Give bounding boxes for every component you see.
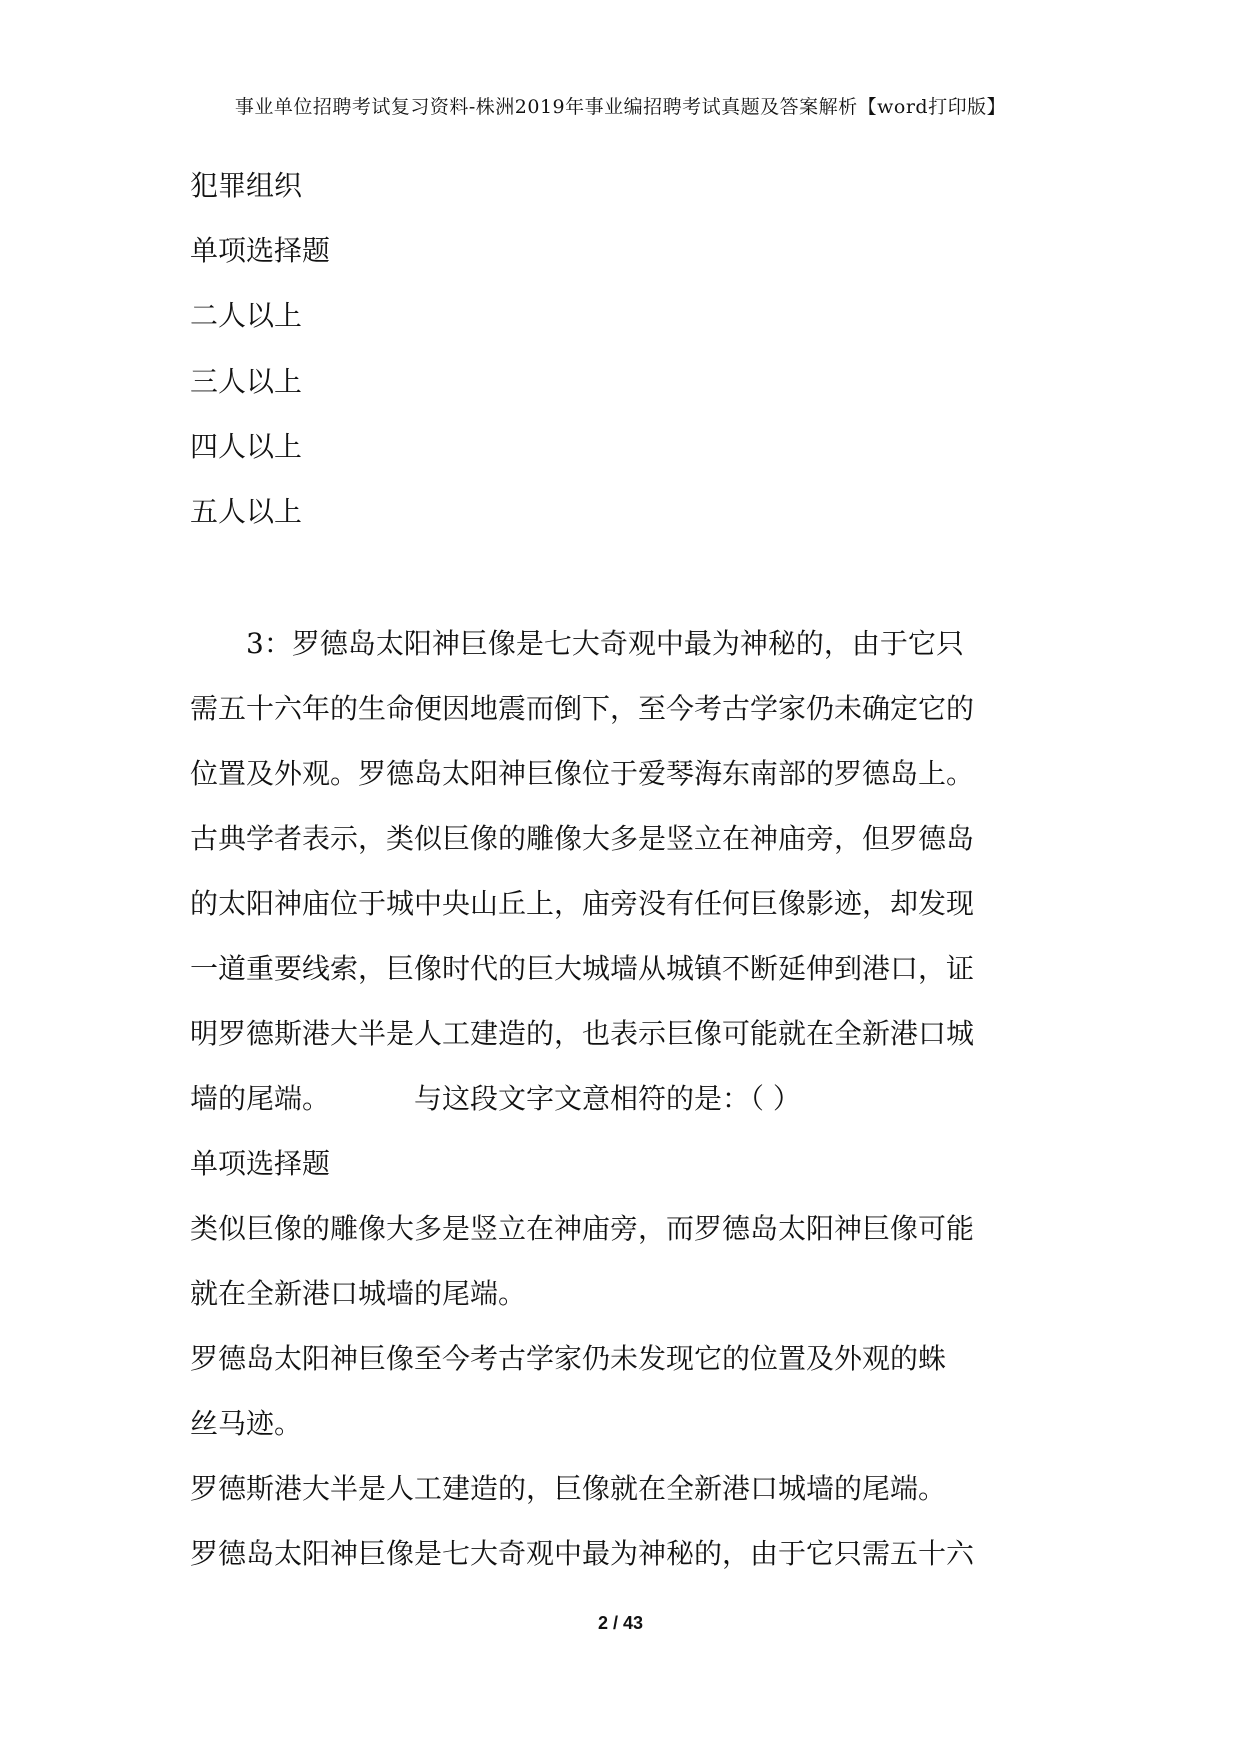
page-number: 2 / 43	[597, 1613, 644, 1633]
question-stem-line: 3：罗德岛太阳神巨像是七大奇观中最为神秘的，由于它只	[246, 627, 964, 660]
question-stem-line: 明罗德斯港大半是人工建造的，也表示巨像可能就在全新港口城	[190, 1017, 975, 1050]
option-a-line1: 类似巨像的雕像大多是竖立在神庙旁，而罗德岛太阳神巨像可能	[190, 1212, 975, 1245]
option-b: 三人以上	[190, 365, 303, 398]
page-header: 事业单位招聘考试复习资料-株洲2019年事业编招聘考试真题及答案解析【word打印版】	[234, 96, 1007, 118]
option-c: 罗德斯港大半是人工建造的，巨像就在全新港口城墙的尾端。	[190, 1472, 947, 1505]
option-d: 五人以上	[190, 495, 303, 528]
question-stem-line: 需五十六年的生命便因地震而倒下，至今考古学家仍未确定它的	[190, 692, 975, 725]
stem-end: 墙的尾端。	[190, 1082, 331, 1115]
question-stem-line: 位置及外观。罗德岛太阳神巨像位于爱琴海东南部的罗德岛上。	[190, 757, 975, 790]
question-stem-line: 一道重要线索，巨像时代的巨大城墙从城镇不断延伸到港口，证	[190, 952, 975, 985]
option-a-line2: 就在全新港口城墙的尾端。	[190, 1277, 527, 1310]
option-b-line1: 罗德岛太阳神巨像至今考古学家仍未发现它的位置及外观的蛛	[190, 1342, 947, 1375]
option-c: 四人以上	[190, 430, 303, 463]
question-type: 单项选择题	[190, 1147, 331, 1180]
question-prompt: 与这段文字文意相符的是：（ ）	[414, 1082, 801, 1115]
question-type: 单项选择题	[190, 234, 331, 267]
question-stem-line: 的太阳神庙位于城中央山丘上，庙旁没有任何巨像影迹，却发现	[190, 887, 975, 920]
question-stem-line: 古典学者表示，类似巨像的雕像大多是竖立在神庙旁，但罗德岛	[190, 822, 975, 855]
question-stem-line-last	[190, 1082, 801, 1115]
option-heading: 犯罪组织	[190, 169, 303, 202]
option-b-line2: 丝马迹。	[190, 1407, 303, 1440]
option-a: 二人以上	[190, 299, 303, 332]
option-d-line1: 罗德岛太阳神巨像是七大奇观中最为神秘的，由于它只需五十六	[190, 1537, 975, 1570]
